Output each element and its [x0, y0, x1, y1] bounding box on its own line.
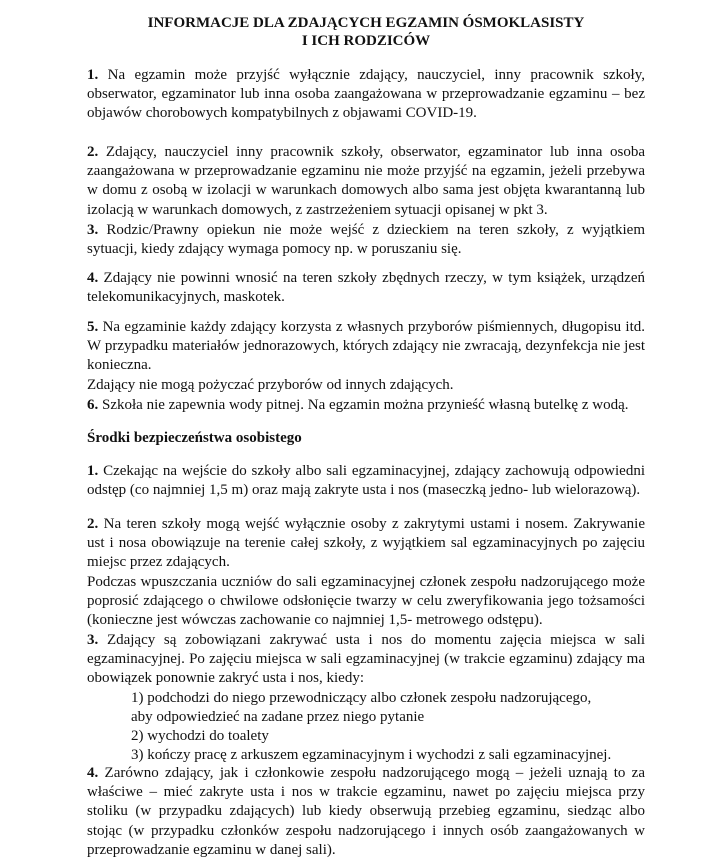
- item-text: Zarówno zdający, jak i członkowie zespołu nadzorującego mogą – jeżeli uznają to za właściwe – mieć zakryte usta i nos w trakcie egzaminu, nawet po zajęciu miejsca przy stoliku (w przypadku zdających) lub kiedy obserwują przebieg egzaminu, siedząc albo stojąc (w przypadku członków zespołu nadzorującego i innych osób zaangażowanych w przeprowadzanie egzaminu w danej sali).: [87, 765, 646, 858]
- item-extra-text: Zdający nie mogą pożyczać przyborów od innych zdających.: [87, 376, 454, 393]
- section1-item-3: [87, 221, 645, 259]
- item-text: Zdający nie powinni wnosić na teren szkoły zbędnych rzeczy, w tym książek, urządzeń telekomunikacyjnych, maskotek.: [87, 270, 645, 306]
- section1-item-1: [87, 66, 645, 124]
- title-line-1: INFORMACJE DLA ZDAJĄCYCH EGZAMIN ÓSMOKLASISTY: [147, 15, 585, 31]
- item-extra-text: Podczas wpuszczania uczniów do sali egzaminacyjnej członek zespołu nadzorującego może poprosić zdającego o chwilowe odsłonięcie twarzy w celu zweryfikowania jego tożsamości (konieczne jest wówczas zachowanie co najmniej 1,5- metrowego odstępu).: [87, 573, 645, 629]
- title-line-2: I ICH RODZICÓW: [301, 33, 431, 49]
- section2-item-3: [87, 631, 645, 765]
- list-item: 3) kończy pracę z arkuszem egzaminacyjnym i wychodzi z sali egzaminacyjnej.: [131, 747, 612, 764]
- page-title: [87, 14, 645, 50]
- item-number: 3.: [87, 632, 99, 648]
- item-text: Zdający są zobowiązani zakrywać usta i nos do momentu zajęcia miejsca w sali egzaminacyjnej. Po zajęciu miejsca w sali egzaminacyjnej (w trakcie egzaminu) zdający ma obowiązek ponownie zakryć usta i nos, kiedy:: [87, 632, 646, 687]
- item-text: Zdający, nauczyciel inny pracownik szkoły, obserwator, egzaminator lub inna osoba zaangażowana w przeprowadzanie egzaminu nie może przyjść na egzamin, jeżeli przebywa w domu z osobą w izolacji w warunkach domowych albo sama jest objęta kwarantanną lub izolacją w warunkach domowych, z zastrzeżeniem sytuacji opisanej w pkt 3.: [87, 144, 646, 218]
- item-number: 2.: [87, 516, 99, 532]
- item-text: Na teren szkoły mogą wejść wyłącznie osoby z zakrytymi ustami i nosem. Zakrywanie ust i nosa obowiązuje na terenie całej szkoły, z wyjątkiem sal egzaminacyjnych po zajęciu miejsc przez zdających.: [87, 516, 645, 571]
- item-text: Na egzamin może przyjść wyłącznie zdający, nauczyciel, inny pracownik szkoły, obserwator, egzaminator lub inna osoba zaangażowana w przeprowadzanie egzaminu – bez objawów chorobowych kompatybilnych z objawami COVID-19.: [87, 67, 646, 122]
- list-item: aby odpowiedzieć na zadane przez niego pytanie: [131, 708, 425, 725]
- item-text: Szkoła nie zapewnia wody pitnej. Na egzamin można przynieść własną butelkę z wodą.: [102, 397, 629, 413]
- item-number: 5.: [87, 319, 99, 335]
- item-text: Rodzic/Prawny opiekun nie może wejść z dzieckiem na teren szkoły, z wyjątkiem sytuacji, kiedy zdający wymaga pomocy np. w poruszaniu się.: [87, 222, 645, 258]
- list-item: 2) wychodzi do toalety: [131, 728, 269, 745]
- item-number: 1.: [87, 67, 99, 83]
- conditions-list: [87, 689, 645, 766]
- section2-item-4: [87, 764, 645, 860]
- section1-item-4: [87, 269, 645, 307]
- section2-item-1: [87, 462, 645, 500]
- section1-item-6: [87, 396, 645, 415]
- item-number: 6.: [87, 397, 99, 413]
- section1-item-5: [87, 318, 645, 395]
- list-item: 1) podchodzi do niego przewodniczący albo członek zespołu nadzorującego,: [131, 689, 592, 706]
- item-number: 4.: [87, 765, 99, 781]
- section2-item-2: [87, 515, 645, 630]
- item-text: Czekając na wejście do szkoły albo sali egzaminacyjnej, zdający zachowują odpowiedni odstęp (co najmniej 1,5 m) oraz mają zakryte usta i nos (maseczką jedno- lub wielorazową).: [87, 463, 645, 499]
- section-heading: Środki bezpieczeństwa osobistego: [87, 430, 302, 446]
- item-number: 1.: [87, 463, 99, 479]
- item-number: 4.: [87, 270, 99, 286]
- item-number: 2.: [87, 144, 99, 160]
- item-text: Na egzaminie każdy zdający korzysta z własnych przyborów piśmiennych, długopisu itd. W przypadku materiałów jednorazowych, których zdający nie zwracają, dezynfekcja nie jest konieczna.: [87, 319, 645, 374]
- item-number: 3.: [87, 222, 99, 238]
- section1-item-2: [87, 143, 645, 220]
